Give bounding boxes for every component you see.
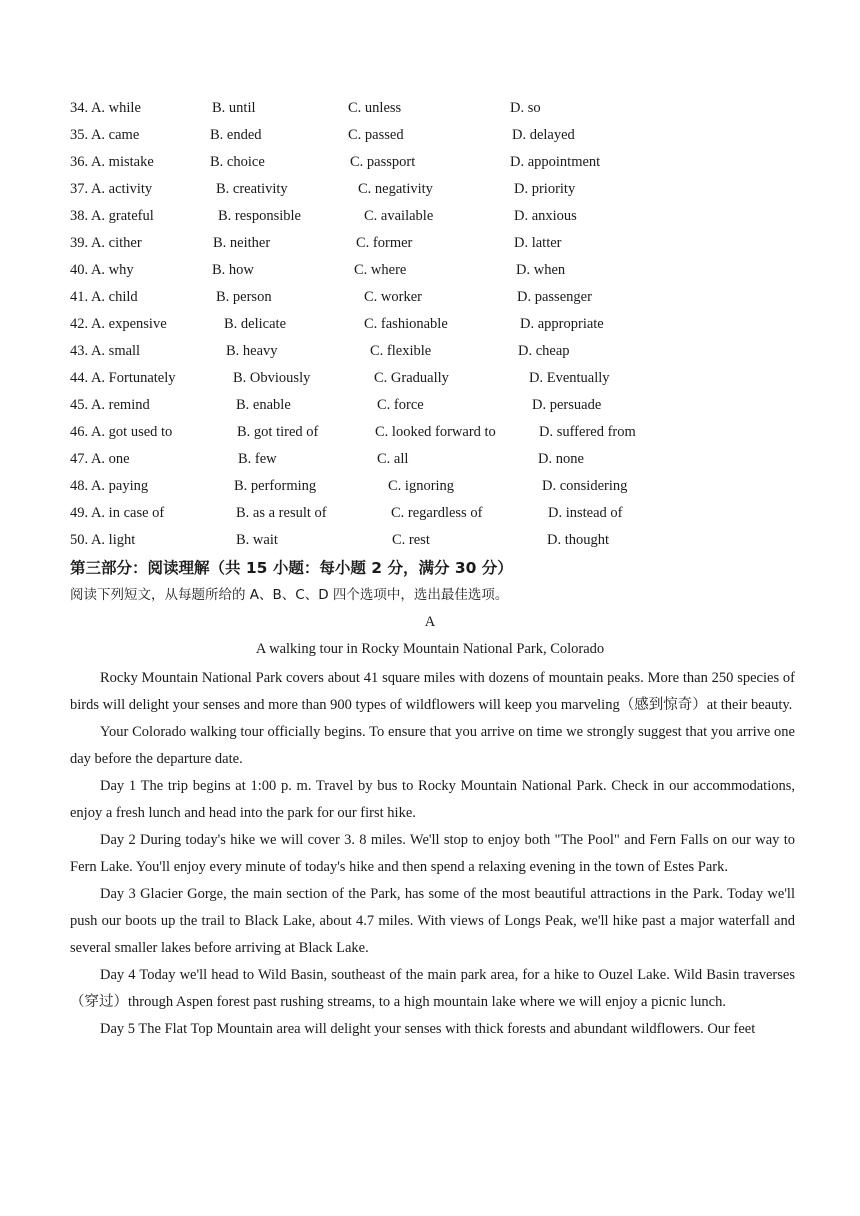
option-c: C. passed (348, 127, 404, 143)
option-c: C. rest (392, 532, 430, 548)
option-b: B. as a result of (236, 505, 327, 521)
option-c: C. available (364, 208, 434, 224)
option-a: 49. A. in case of (70, 505, 165, 521)
option-row (70, 286, 810, 313)
option-a: 50. A. light (70, 532, 136, 548)
passage-title: A walking tour in Rocky Mountain National Park, Colorado (255, 641, 605, 657)
passage-paragraph: Day 2 During today's hike we will cover 3. 8 miles. We'll stop to enjoy both "The Pool" and Fern Falls on our way to Fern Lake. You'll enjoy every minute of today's hike and then spend a relaxing evening in the town of Estes Park. (70, 832, 795, 875)
option-b: B. ended (210, 127, 262, 143)
option-b: B. creativity (216, 181, 288, 197)
option-d: D. priority (514, 181, 576, 197)
option-a: 36. A. mistake (70, 154, 154, 170)
option-b: B. how (212, 262, 254, 278)
option-row (70, 124, 810, 151)
option-d: D. Eventually (529, 370, 610, 386)
passage-paragraph: Your Colorado walking tour officially begins. To ensure that you arrive on time we strongly suggest that you arrive one day before the departure date. (70, 724, 795, 767)
option-d: D. delayed (512, 127, 575, 143)
option-d: D. considering (542, 478, 628, 494)
option-a: 44. A. Fortunately (70, 370, 176, 386)
option-c: C. passport (350, 154, 416, 170)
option-d: D. passenger (517, 289, 592, 305)
option-b: B. neither (213, 235, 271, 251)
option-b: B. delicate (224, 316, 287, 332)
option-b: B. person (216, 289, 272, 305)
option-c: C. regardless of (391, 505, 483, 521)
option-c: C. looked forward to (375, 424, 496, 440)
option-a: 42. A. expensive (70, 316, 167, 332)
option-d: D. persuade (532, 397, 602, 413)
option-row (70, 205, 810, 232)
option-a: 46. A. got used to (70, 424, 173, 440)
passage-paragraph: Day 4 Today we'll head to Wild Basin, southeast of the main park area, for a hike to Ouzel Lake. Wild Basin traverses（穿过）through Aspen forest past rushing streams, to a high mountain lake where we will enjoy a picnic lunch. (70, 967, 795, 1010)
option-c: C. fashionable (364, 316, 448, 332)
passage-paragraph: Day 5 The Flat Top Mountain area will delight your senses with thick forests and abundant wildflowers. Our feet (100, 1021, 756, 1037)
passage-body (70, 665, 795, 1043)
passage-paragraph: Day 1 The trip begins at 1:00 p. m. Travel by bus to Rocky Mountain National Park. Check in our accommodations, enjoy a fresh lunch and head into the park for our first hike. (70, 778, 795, 821)
passage-letter: A (424, 614, 436, 630)
option-b: B. wait (236, 532, 278, 548)
option-row (70, 394, 810, 421)
option-row (70, 421, 810, 448)
option-d: D. when (516, 262, 566, 278)
option-d: D. thought (547, 532, 610, 548)
option-b: B. Obviously (233, 370, 311, 386)
option-row (70, 448, 810, 475)
option-d: D. suffered from (539, 424, 636, 440)
option-c: C. all (377, 451, 409, 467)
option-row (70, 475, 810, 502)
option-c: C. former (356, 235, 413, 251)
option-b: B. enable (236, 397, 291, 413)
option-a: 47. A. one (70, 451, 130, 467)
option-a: 39. A. cither (70, 235, 142, 251)
cloze-options (70, 97, 810, 556)
option-c: C. force (377, 397, 424, 413)
section-heading: 第三部分：阅读理解（共 15 小题：每小题 2 分，满分 30 分） (70, 559, 513, 577)
option-row (70, 259, 810, 286)
option-b: B. few (238, 451, 277, 467)
option-a: 35. A. came (70, 127, 140, 143)
option-a: 38. A. grateful (70, 208, 154, 224)
option-a: 48. A. paying (70, 478, 149, 494)
option-a: 41. A. child (70, 289, 138, 305)
option-row (70, 502, 810, 529)
option-d: D. appropriate (520, 316, 604, 332)
option-row (70, 178, 810, 205)
option-c: C. flexible (370, 343, 432, 359)
option-b: B. heavy (226, 343, 278, 359)
option-d: D. anxious (514, 208, 577, 224)
option-c: C. ignoring (388, 478, 455, 494)
option-a: 43. A. small (70, 343, 141, 359)
option-d: D. latter (514, 235, 562, 251)
option-row (70, 313, 810, 340)
section-instruction: 阅读下列短文，从每题所给的 A、B、C、D 四个选项中，选出最佳选项。 (70, 587, 509, 603)
option-b: B. performing (234, 478, 317, 494)
option-a: 40. A. why (70, 262, 134, 278)
option-b: B. responsible (218, 208, 301, 224)
passage-paragraph: Day 3 Glacier Gorge, the main section of the Park, has some of the most beautiful attractions in the Park. Today we'll push our boots up the trail to Black Lake, about 4.7 miles. With views of Longs Peak, we'll hike past a major waterfall and several smaller lakes before arriving at Black Lake. (70, 886, 795, 956)
option-c: C. unless (348, 100, 402, 116)
option-b: B. choice (210, 154, 265, 170)
option-d: D. instead of (548, 505, 623, 521)
option-row (70, 97, 810, 124)
option-b: B. got tired of (237, 424, 319, 440)
option-c: C. worker (364, 289, 422, 305)
option-a: 45. A. remind (70, 397, 150, 413)
option-c: C. where (354, 262, 407, 278)
option-row (70, 151, 810, 178)
option-c: C. Gradually (374, 370, 449, 386)
option-a: 37. A. activity (70, 181, 153, 197)
option-d: D. appointment (510, 154, 601, 170)
option-a: 34. A. while (70, 100, 141, 116)
option-b: B. until (212, 100, 256, 116)
option-d: D. cheap (518, 343, 570, 359)
passage-paragraph: Rocky Mountain National Park covers about 41 square miles with dozens of mountain peaks. More than 250 species of birds will delight your senses and more than 900 types of wildflowers will keep you marveling（感到惊奇）at their beauty. (70, 670, 795, 713)
option-row (70, 529, 810, 556)
option-row (70, 367, 810, 394)
option-d: D. so (510, 100, 541, 116)
option-row (70, 232, 810, 259)
option-row (70, 340, 810, 367)
option-c: C. negativity (358, 181, 433, 197)
option-d: D. none (538, 451, 584, 467)
